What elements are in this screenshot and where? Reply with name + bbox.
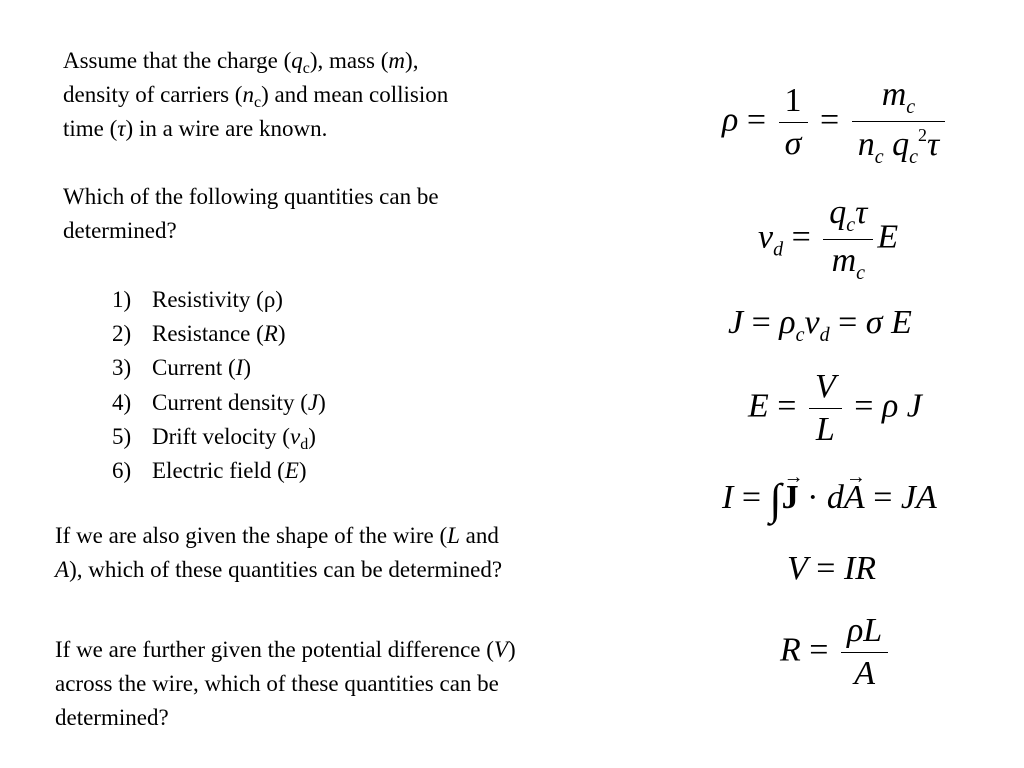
shape-line-2: A), which of these quantities can be determined? (55, 557, 503, 582)
list-item: 1) Resistivity (ρ) (112, 287, 283, 312)
potential-line-2: across the wire, which of these quantities can be (55, 671, 499, 696)
equation-ohms-law: V = IR (787, 550, 877, 587)
question-text (63, 180, 439, 248)
equation-electric-field: E = $\frac{V}{L}$ = ρ J (748, 368, 922, 448)
equation-current-density: $J = \rho_cv_d = \sigma$ E (728, 304, 912, 346)
list-item: 4) Current density (J) (112, 389, 326, 415)
intro-line-3: time (τ) in a wire are known. (63, 116, 328, 141)
list-item: 6) Electric field (E) (112, 458, 307, 484)
list-item: 5) Drift velocity $(v_d)$ (112, 423, 316, 453)
equation-resistivity: ρ = $\frac{1}{\sigma}$ = $\frac{m_c}{n_c q_c^2\tau}$ (722, 78, 949, 167)
question-line-1: Which of the following quantities can be (63, 184, 439, 209)
intro-text (63, 44, 448, 146)
question-line-2: determined? (63, 218, 177, 243)
shape-line-1: If we are also given the shape of the wire (L and (55, 523, 499, 548)
equation-current-integral: I = ∫→ J · d→ A = JA (722, 478, 937, 522)
list-item: 3) Current (I) (112, 355, 252, 381)
equation-drift-velocity: $v_d$ = $\frac{q_c\tau}{m_c}$ E (758, 194, 899, 284)
intro-line-1: Assume that the charge $(q_c)$, mass (m), (63, 48, 419, 77)
equation-resistance: R = $\frac{\rho L}{A}$ (780, 614, 892, 691)
intro-line-2: density of carriers $(n_c)$ and mean collision (63, 82, 449, 111)
potential-question-text (55, 633, 516, 735)
potential-line-3: determined? (55, 705, 169, 730)
potential-line-1: If we are further given the potential difference (V) (55, 637, 516, 662)
shape-question-text (55, 519, 502, 587)
quantity-list (112, 283, 326, 488)
list-item: 2) Resistance (R) (112, 321, 286, 347)
